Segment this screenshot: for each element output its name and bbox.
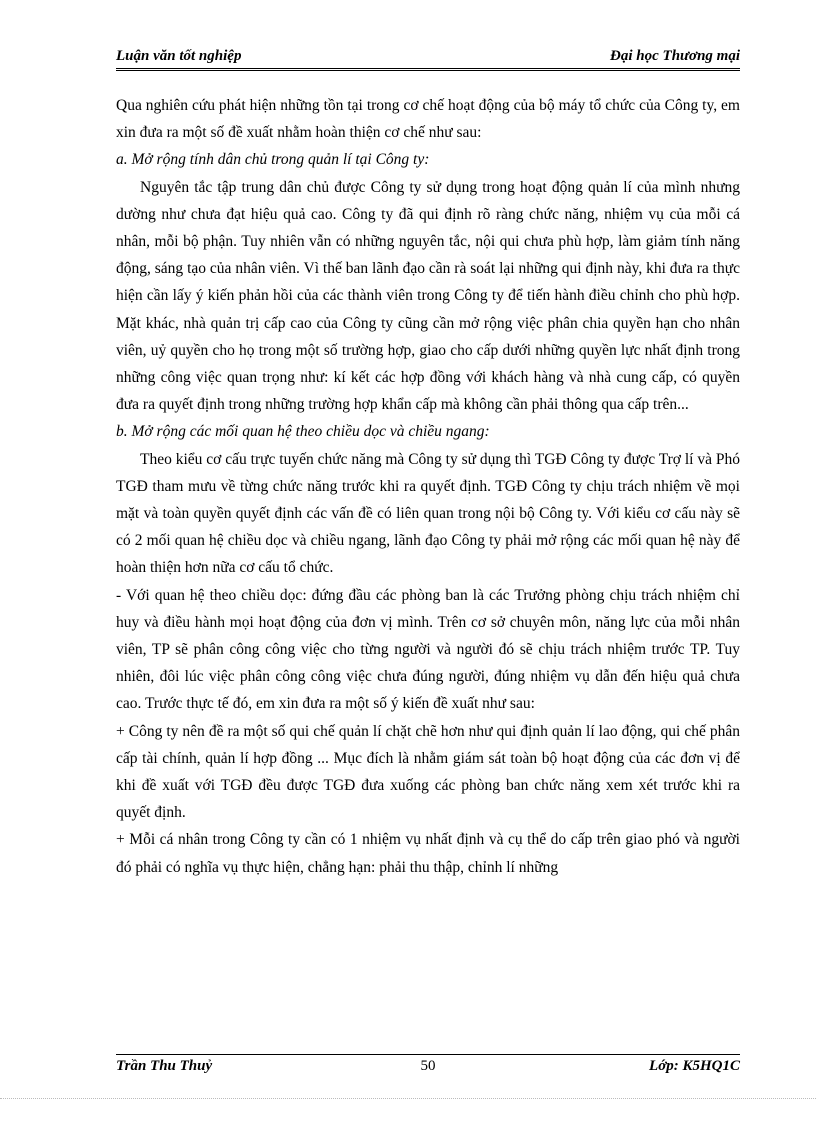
section-a-heading: a. Mở rộng tính dân chủ trong quản lí tại Công ty: [116, 151, 430, 169]
footer-class: Lớp: K5HQ1C [649, 1058, 740, 1074]
page-bottom-edge [0, 1098, 816, 1099]
page-footer [116, 1058, 740, 1078]
vertical-relation-paragraph: - Với quan hệ theo chiều dọc: đứng đầu các phòng ban là các Trưởng phòng chịu trách nhiệm chỉ huy và điều hành mọi hoạt động của đơn vị mình. Trên cơ sở chuyên môn, năng lực của mỗi nhân viên, TP sẽ phân công công việc cho từng người và người đó sẽ chịu trách nhiệm trước TP. Tuy nhiên, đôi lúc việc phân công công việc chưa đúng người, đúng nhiệm vụ dẫn đến hiệu quả chưa cao. Trước thực tế đó, em xin đưa ra một số ý kiến đề xuất như sau: [116, 586, 740, 713]
section-a-paragraph: Nguyên tắc tập trung dân chủ được Công ty sử dụng trong hoạt động quản lí của mình nhưng dường như chưa đạt hiệu quả cao. Công ty đã qui định rõ ràng chức năng, nhiệm vụ của mỗi cá nhân, mỗi bộ phận. Tuy nhiên vẫn có những nguyên tắc, nội qui chưa phù hợp, làm giảm tính năng động, sáng tạo của nhân viên. Vì thế ban lãnh đạo cần rà soát lại những qui định này, khi đưa ra thực hiện cần lấy ý kiến phản hồi của các thành viên trong Công ty để tiến hành điều chỉnh cho phù hợp. Mặt khác, nhà quản trị cấp cao của Công ty cũng cần mở rộng việc phân chia quyền hạn cho nhân viên, uỷ quyền cho họ trong một số trường hợp, giao cho cấp dưới những quyền lực nhất định trong những công việc quan trọng như: kí kết các hợp đồng với khách hàng và nhà cung cấp, có quyền đưa ra quyết định trong những trường hợp khẩn cấp mà không cần phải thông qua cấp trên... [116, 178, 740, 414]
header-thesis-title: Luận văn tốt nghiệp [116, 48, 242, 64]
header-university: Đại học Thương mại [610, 48, 740, 64]
section-b-heading: b. Mở rộng các mối quan hệ theo chiều dọc và chiều ngang: [116, 423, 490, 441]
proposal-item-1: + Công ty nên đề ra một số qui chế quản lí chặt chẽ hơn như qui định quản lí lao động, qui chế phân cấp tài chính, quản lí hợp đồng ... Mục đích là nhằm giám sát toàn bộ hoạt động của các đơn vị để khi đề xuất với TGĐ đều được TGĐ đưa xuống các phòng ban chức năng xem xét trước khi ra quyết định. [116, 722, 740, 822]
proposal-item-2: + Mỗi cá nhân trong Công ty cần có 1 nhiệm vụ nhất định và cụ thể do cấp trên giao phó và người đó phải có nghĩa vụ thực hiện, chẳng hạn: phải thu thập, chỉnh lí những [116, 831, 740, 876]
intro-paragraph: Qua nghiên cứu phát hiện những tồn tại trong cơ chế hoạt động của bộ máy tổ chức của Công ty, em xin đưa ra một số đề xuất nhằm hoàn thiện cơ chế như sau: [116, 97, 740, 142]
header-divider [116, 68, 740, 71]
body-text [116, 92, 740, 881]
page-header [116, 48, 740, 70]
footer-divider [116, 1054, 740, 1055]
page-number: 50 [420, 1058, 436, 1074]
section-b-paragraph: Theo kiểu cơ cấu trực tuyến chức năng mà Công ty sử dụng thì TGĐ Công ty được Trợ lí và Phó TGĐ tham mưu về từng chức năng trước khi ra quyết định. TGĐ Công ty chịu trách nhiệm về mọi mặt và toàn quyền quyết định các vấn đề có liên quan trong nội bộ Công ty. Với kiểu cơ cấu này sẽ có 2 mối quan hệ chiều dọc và chiều ngang, lãnh đạo Công ty phải mở rộng các mối quan hệ này để hoàn thiện hơn nữa cơ cấu tổ chức. [116, 450, 740, 577]
footer-author: Trần Thu Thuỷ [116, 1058, 213, 1074]
